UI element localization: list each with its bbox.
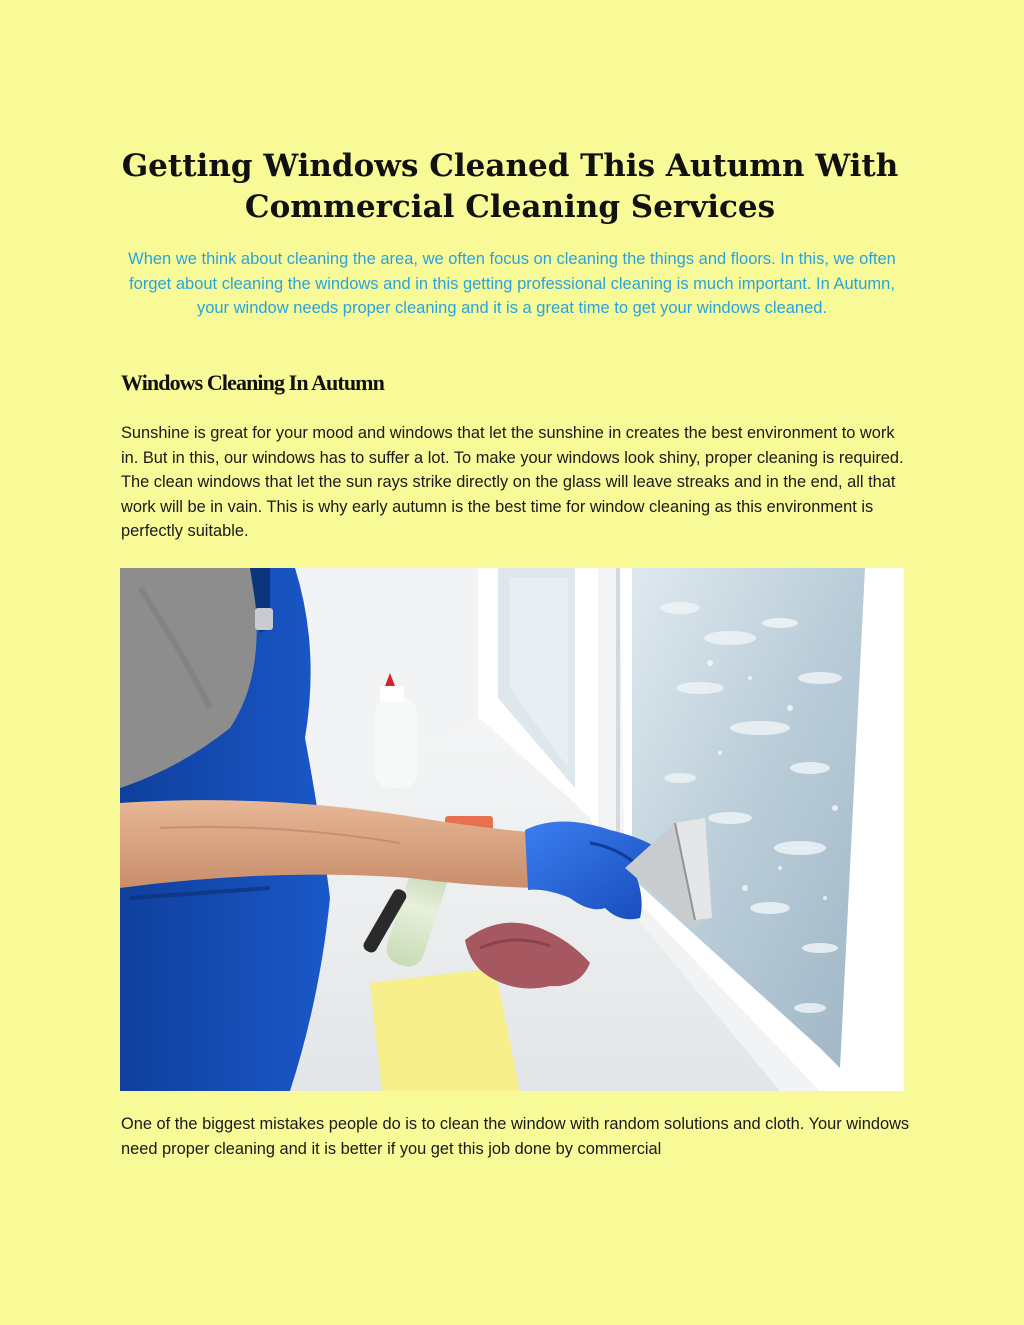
window-cleaning-photo: [120, 568, 904, 1091]
section-heading: Windows Cleaning In Autumn: [121, 370, 384, 395]
page-title: Getting Windows Cleaned This Autumn With Commercial Cleaning Services: [121, 148, 899, 225]
intro-paragraph: When we think about cleaning the area, we often focus on cleaning the things and floors. In this, we often forget about cleaning the windows and in this getting professional cleaning is much important. In Autumn, your window needs proper cleaning and it is a great time to get your windows cleaned.: [128, 250, 896, 318]
body-paragraph-1: Sunshine is great for your mood and windows that let the sunshine in creates the best environment to work in. But in this, our windows has to suffer a lot. To make your windows look shiny, proper cleaning is required. The clean windows that let the sun rays strike directly on the glass will leave streaks and in the end, all that work will be in vain. This is why early autumn is the best time for window cleaning as this environment is perfectly suitable.: [121, 424, 904, 541]
body-paragraph-2: One of the biggest mistakes people do is to clean the window with random solutions and cloth. Your windows need proper cleaning and it is better if you get this job done by commercial: [121, 1115, 910, 1158]
